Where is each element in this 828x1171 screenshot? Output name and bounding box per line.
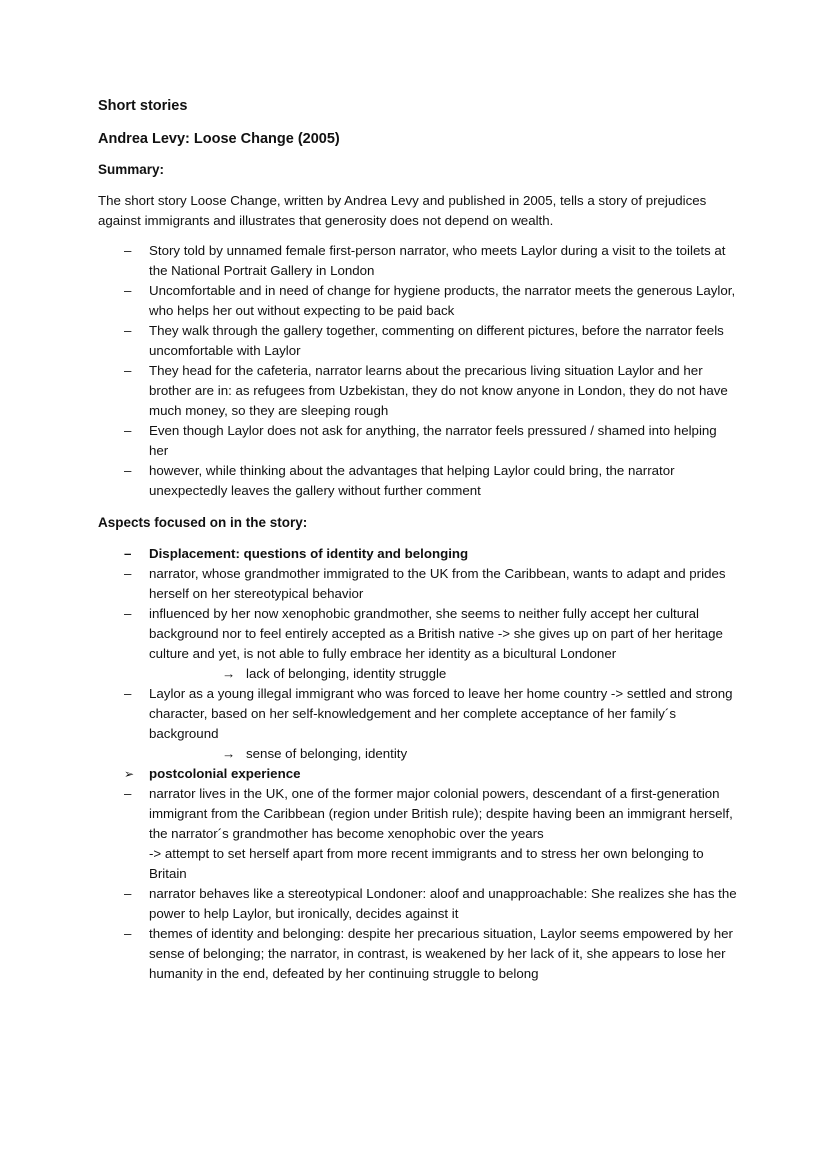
dash-bullet: – bbox=[124, 686, 132, 701]
dash-bullet: – bbox=[124, 363, 132, 378]
arrow-conclusion: → lack of belonging, identity struggle bbox=[149, 664, 738, 684]
list-item: – They head for the cafeteria, narrator learns about the precarious living situation Laylor and her brother are in: as refugees from Uzbekistan, they do not know anyone in London, they do not have much money, so they are sleeping rough bbox=[124, 363, 728, 418]
section-title: Short stories bbox=[98, 98, 188, 114]
dash-bullet: – bbox=[124, 606, 132, 621]
dash-bullet: – bbox=[124, 926, 132, 941]
summary-list bbox=[98, 241, 738, 501]
dash-bullet: – bbox=[124, 886, 132, 901]
dash-bullet: – bbox=[124, 786, 132, 801]
summary-intro: The short story Loose Change, written by Andrea Levy and published in 2005, tells a story of prejudices against immigrants and illustrates that generosity does not depend on wealth. bbox=[98, 193, 707, 228]
list-item: – narrator behaves like a stereotypical Londoner: aloof and unapproachable: She realizes she has the power to help Laylor, but ironically, decides against it bbox=[124, 886, 737, 921]
list-item: – Even though Laylor does not ask for anything, the narrator feels pressured / shamed into helping her bbox=[124, 423, 717, 458]
list-item: – themes of identity and belonging: despite her precarious situation, Laylor seems empowered by her sense of belonging; the narrator, in contrast, is weakened by her lack of it, she appears to lose her humanity in the end, defeated by her continuing struggle to belong bbox=[124, 926, 733, 981]
dash-bullet: – bbox=[124, 323, 132, 338]
list-item: – narrator lives in the UK, one of the former major colonial powers, descendant of a first-generation immigrant from the Caribbean (region under British rule); despite having been an immigrant herself, the narrator´s grandmother has become xenophobic over the years -> attempt to set herself apart from more recent immigrants and to stress her own belonging to Britain bbox=[98, 784, 738, 884]
aspects-heading: Aspects focused on in the story: bbox=[98, 515, 308, 530]
list-item: – narrator, whose grandmother immigrated to the UK from the Caribbean, wants to adapt and prides herself on her stereotypical behavior bbox=[124, 566, 726, 601]
story-title: Andrea Levy: Loose Change (2005) bbox=[98, 131, 340, 147]
continuation-line: -> attempt to set herself apart from more recent immigrants and to stress her own belonging to Britain bbox=[149, 846, 704, 881]
dash-bullet: – bbox=[124, 566, 132, 581]
list-item: – They walk through the gallery together, commenting on different pictures, before the narrator feels uncomfortable with Laylor bbox=[124, 323, 724, 358]
document-content bbox=[98, 96, 738, 984]
arrow-conclusion: → sense of belonging, identity bbox=[149, 744, 738, 764]
list-item: – Uncomfortable and in need of change for hygiene products, the narrator meets the generous Laylor, who helps her out without expecting to be paid back bbox=[124, 283, 736, 318]
aspects-list bbox=[98, 544, 738, 984]
summary-heading: Summary: bbox=[98, 162, 165, 177]
list-item: – influenced by her now xenophobic grandmother, she seems to neither fully accept her cultural background nor to feel entirely accepted as a British native -> she gives up on part of her heritage culture and yet, is not able to fully embrace her identity as a bicultural Londoner → lack of belonging, identity struggle bbox=[98, 604, 738, 684]
list-item: – Story told by unnamed female first-person narrator, who meets Laylor during a visit to the toilets at the National Portrait Gallery in London bbox=[124, 243, 726, 278]
list-item: ➢ postcolonial experience bbox=[98, 764, 738, 784]
dash-bullet: – bbox=[124, 283, 132, 298]
dash-bullet: – bbox=[124, 546, 132, 561]
dash-bullet: – bbox=[124, 243, 132, 258]
chevron-bullet-icon: ➢ bbox=[124, 767, 135, 781]
dash-bullet: – bbox=[124, 463, 132, 478]
arrow-icon: → bbox=[222, 666, 236, 681]
list-item: – however, while thinking about the advantages that helping Laylor could bring, the narrator unexpectedly leaves the gallery without further comment bbox=[124, 463, 675, 498]
list-item: – Laylor as a young illegal immigrant who was forced to leave her home country -> settled and strong character, based on her self-knowledgement and her complete acceptance of her family´s background → sense of belonging, identity bbox=[98, 684, 738, 764]
arrow-icon: → bbox=[222, 746, 236, 761]
dash-bullet: – bbox=[124, 423, 132, 438]
list-item: – Displacement: questions of identity and belonging bbox=[98, 544, 738, 564]
